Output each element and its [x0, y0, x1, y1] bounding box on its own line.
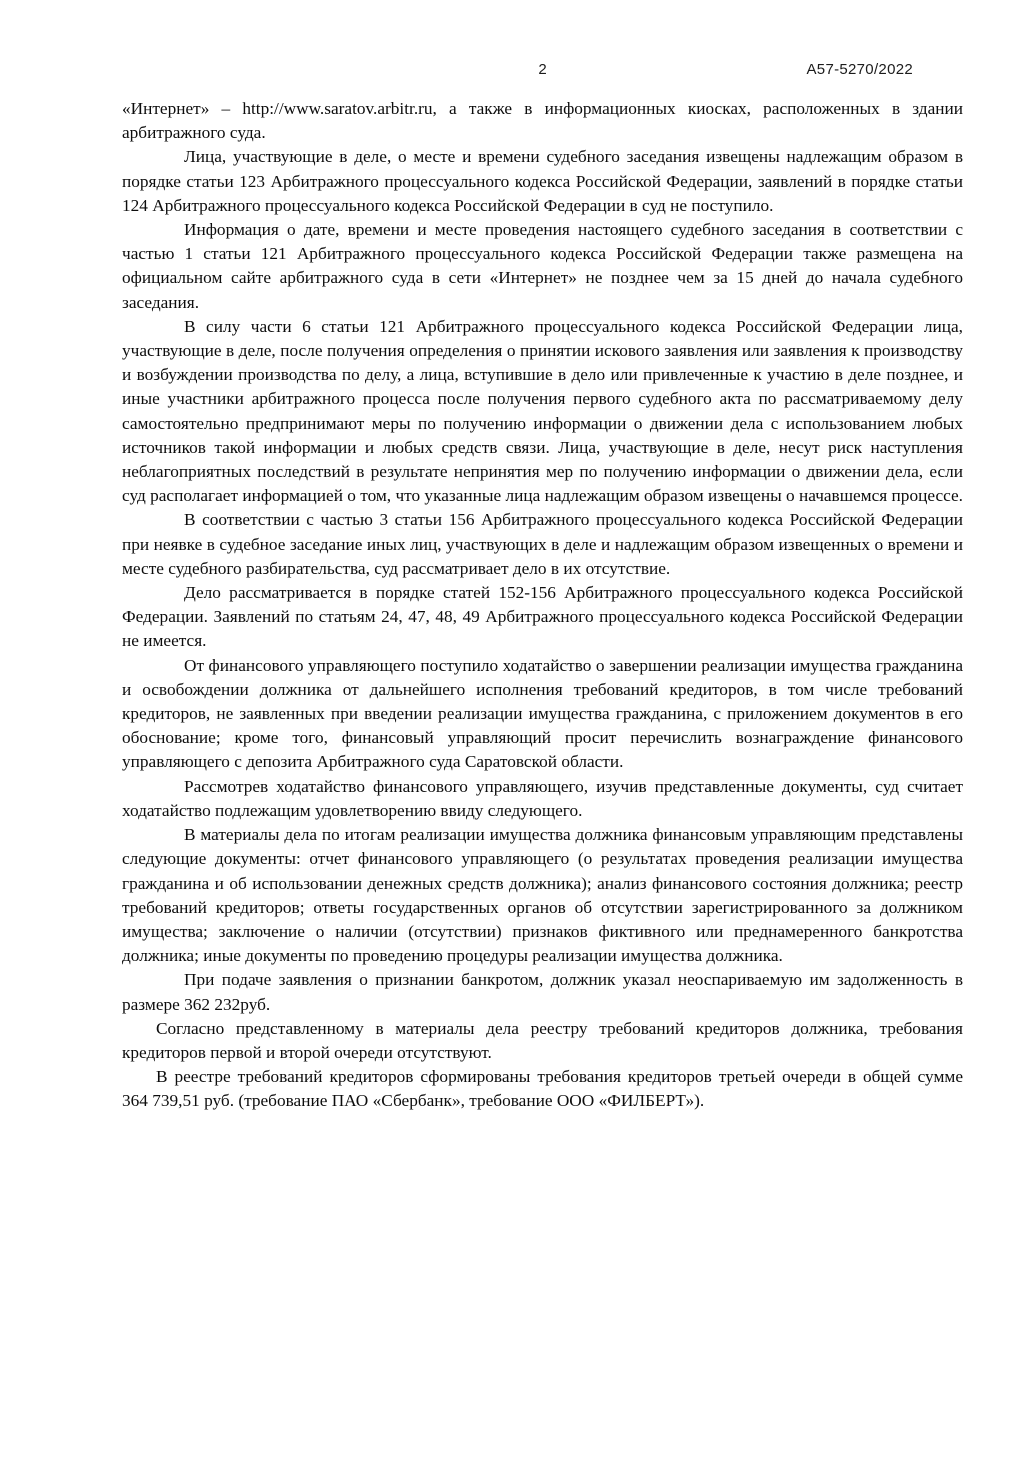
paragraph: Согласно представленному в материалы дела реестру требований кредиторов должника, требования кредиторов первой и второй очереди отсутствуют. [122, 1018, 963, 1062]
paragraph: От финансового управляющего поступило ходатайство о завершении реализации имущества гражданина и освобождении должника от дальнейшего исполнения требований кредиторов, в том числе требований кредиторов, не заявленных при введении реализации имущества гражданина, с приложением документов в его обоснование; кроме того, финансовый управляющий просит перечислить вознаграждение финансового управляющего с депозита Арбитражного суда Саратовской области. [122, 655, 963, 772]
paragraph: Дело рассматривается в порядке статей 152-156 Арбитражного процессуального кодекса Российской Федерации. Заявлений по статьям 24, 47, 48, 49 Арбитражного процессуального кодекса Российской Федерации не имеется. [122, 583, 963, 651]
paragraph: В соответствии с частью 3 статьи 156 Арбитражного процессуального кодекса Российской Федерации при неявке в судебное заседание иных лиц, участвующих в деле и надлежащим образом извещенных о времени и месте судебного разбирательства, суд рассматривает дело в их отсутствие. [122, 510, 963, 578]
page-number: 2 [538, 61, 547, 78]
document-body [122, 97, 963, 1114]
paragraph: При подаче заявления о признании банкротом, должник указал неоспариваемую им задолженность в размере 362 232руб. [122, 970, 963, 1014]
page-header [122, 61, 963, 83]
paragraph: Информация о дате, времени и месте проведения настоящего судебного заседания в соответствии с частью 1 статьи 121 Арбитражного процессуального кодекса Российской Федерации также размещена на официальном сайте арбитражного суда в сети «Интернет» не позднее чем за 15 дней до начала судебного заседания. [122, 220, 963, 312]
paragraph: Рассмотрев ходатайство финансового управляющего, изучив представленные документы, суд считает ходатайство подлежащим удовлетворению ввиду следующего. [122, 776, 963, 820]
paragraph: В реестре требований кредиторов сформированы требования кредиторов третьей очереди в общей сумме 364 739,51 руб. (требование ПАО «Сбербанк», требование ООО «ФИЛБЕРТ»). [122, 1067, 963, 1111]
paragraph: В материалы дела по итогам реализации имущества должника финансовым управляющим представлены следующие документы: отчет финансового управляющего (о результатах проведения реализации имущества гражданина и об использовании денежных средств должника); анализ финансового состояния должника; реестр требований кредиторов; ответы государственных органов об отсутствии зарегистрированного за должником имущества; заключение о наличии (отсутствии) признаков фиктивного или преднамеренного банкротства должника; иные документы по проведению процедуры реализации имущества должника. [122, 825, 963, 966]
paragraph: «Интернет» – http://www.saratov.arbitr.ru, а также в информационных киосках, расположенных в здании арбитражного суда. [122, 99, 963, 143]
case-number: А57-5270/2022 [806, 61, 913, 78]
paragraph: Лица, участвующие в деле, о месте и времени судебного заседания извещены надлежащим образом в порядке статьи 123 Арбитражного процессуального кодекса Российской Федерации, заявлений в порядке статьи 124 Арбитражного процессуального кодекса Российской Федерации в суд не поступило. [122, 147, 963, 215]
paragraph: В силу части 6 статьи 121 Арбитражного процессуального кодекса Российской Федерации лица, участвующие в деле, после получения определения о принятии искового заявления или заявления к производству и возбуждении производства по делу, а лица, вступившие в дело или привлеченные к участию в деле позднее, и иные участники арбитражного процесса после получения первого судебного акта по рассматриваемому делу самостоятельно предпринимают меры по получению информации о движении дела с использованием любых источников такой информации и любых средств связи. Лица, участвующие в деле, несут риск наступления неблагоприятных последствий в результате непринятия мер по получению информации о движении дела, если суд располагает информацией о том, что указанные лица надлежащим образом извещены о начавшемся процессе. [122, 316, 963, 506]
